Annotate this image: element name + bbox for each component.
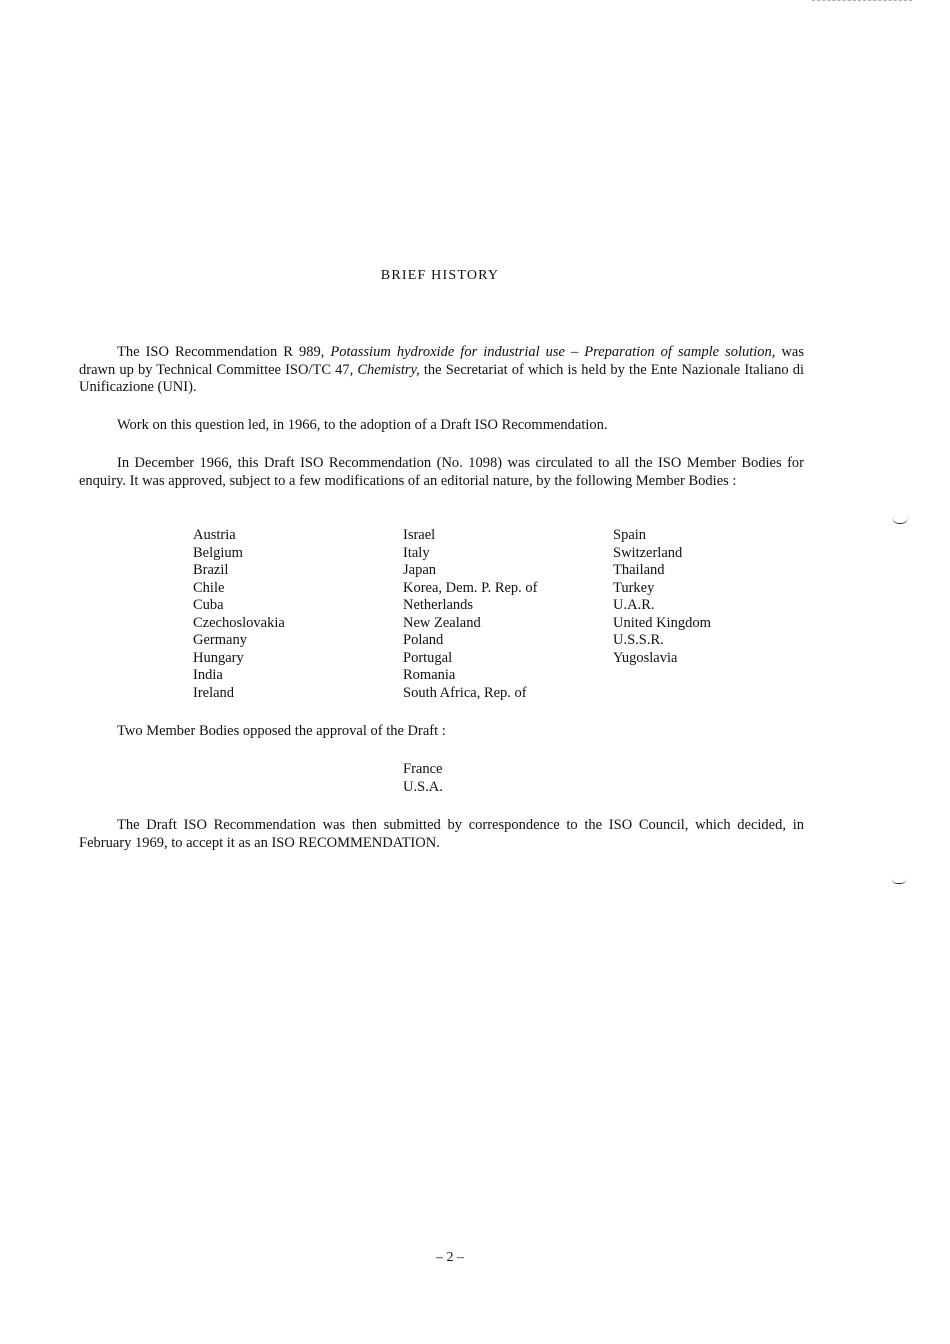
member-body-item: Turkey (613, 579, 655, 596)
member-list-col1 (193, 527, 285, 702)
member-body-item: Brazil (193, 562, 229, 578)
opposing-member-item: U.S.A. (403, 778, 443, 795)
member-body-item: United Kingdom (613, 614, 711, 631)
work-text: Work on this question led, in 1966, to the adoption of a Draft ISO Recommendation. (117, 417, 608, 433)
member-body-item: U.S.S.R. (613, 632, 664, 648)
member-body-item: Netherlands (403, 597, 474, 613)
member-body-item: Austria (193, 527, 236, 543)
member-list-col3 (613, 527, 711, 667)
scan-mark-1 (892, 517, 908, 524)
council-text: The Draft ISO Recommendation was then submitted by correspondence to the ISO Council, which decided, in February 1969, to accept it as an ISO RECOMMENDATION. (79, 817, 804, 851)
member-body-item: New Zealand (403, 614, 481, 631)
scan-mark-top (812, 0, 912, 3)
member-body-item: Yugoslavia (613, 649, 678, 666)
member-body-item: Korea, Dem. P. Rep. of (403, 579, 538, 596)
paragraph-opposed (79, 723, 804, 741)
member-body-item: Ireland (193, 684, 235, 701)
intro-chemistry-italic: Chemistry, (357, 361, 420, 378)
intro-text-c: the Secretariat of which is held by the Ente Nazionale Italiano di Unificazione (UNI). (79, 361, 805, 395)
opposed-text: Two Member Bodies opposed the approval of the Draft : (117, 723, 446, 739)
member-body-item: Italy (403, 544, 430, 561)
member-body-item: Japan (403, 562, 437, 578)
member-body-item: Israel (403, 527, 436, 543)
opposed-list (403, 761, 443, 796)
member-body-item: Chile (193, 579, 225, 596)
enquiry-text: In December 1966, this Draft ISO Recommendation (No. 1098) was circulated to all the ISO Member Bodies for enquiry. It was approved, subject to a few modifications of an editorial nature, by the following Member Bodies : (79, 455, 804, 489)
member-body-item: Thailand (613, 562, 665, 578)
member-body-item: Cuba (193, 597, 224, 613)
paragraph-council (79, 817, 804, 852)
page-number: – 2 – (436, 1250, 464, 1265)
member-body-item: Spain (613, 527, 647, 543)
member-body-item: Poland (403, 632, 444, 648)
paragraph-work (79, 417, 804, 435)
scan-mark-2 (892, 879, 906, 884)
paragraph-intro (79, 344, 804, 397)
member-body-item: Romania (403, 667, 456, 683)
member-body-item: Portugal (403, 649, 453, 666)
intro-text-a: The ISO Recommendation R 989, (117, 344, 325, 360)
member-body-item: South Africa, Rep. of (403, 684, 527, 701)
member-body-item: Czechoslovakia (193, 614, 285, 631)
member-list-col2 (403, 527, 538, 702)
paragraph-enquiry (79, 455, 804, 490)
member-body-item: Hungary (193, 649, 244, 666)
member-body-item: India (193, 667, 223, 683)
member-body-item: U.A.R. (613, 597, 655, 613)
intro-text-b: was drawn up by Technical Committee ISO/TC 47, (79, 344, 805, 378)
member-body-item: Switzerland (613, 544, 683, 561)
member-body-item: Belgium (193, 544, 243, 561)
intro-title-italic: Potassium hydroxide for industrial use – Preparation of sample solution, (330, 344, 776, 360)
member-body-item: Germany (193, 632, 247, 648)
section-title: BRIEF HISTORY (380, 268, 500, 283)
opposing-member-item: France (403, 761, 443, 777)
